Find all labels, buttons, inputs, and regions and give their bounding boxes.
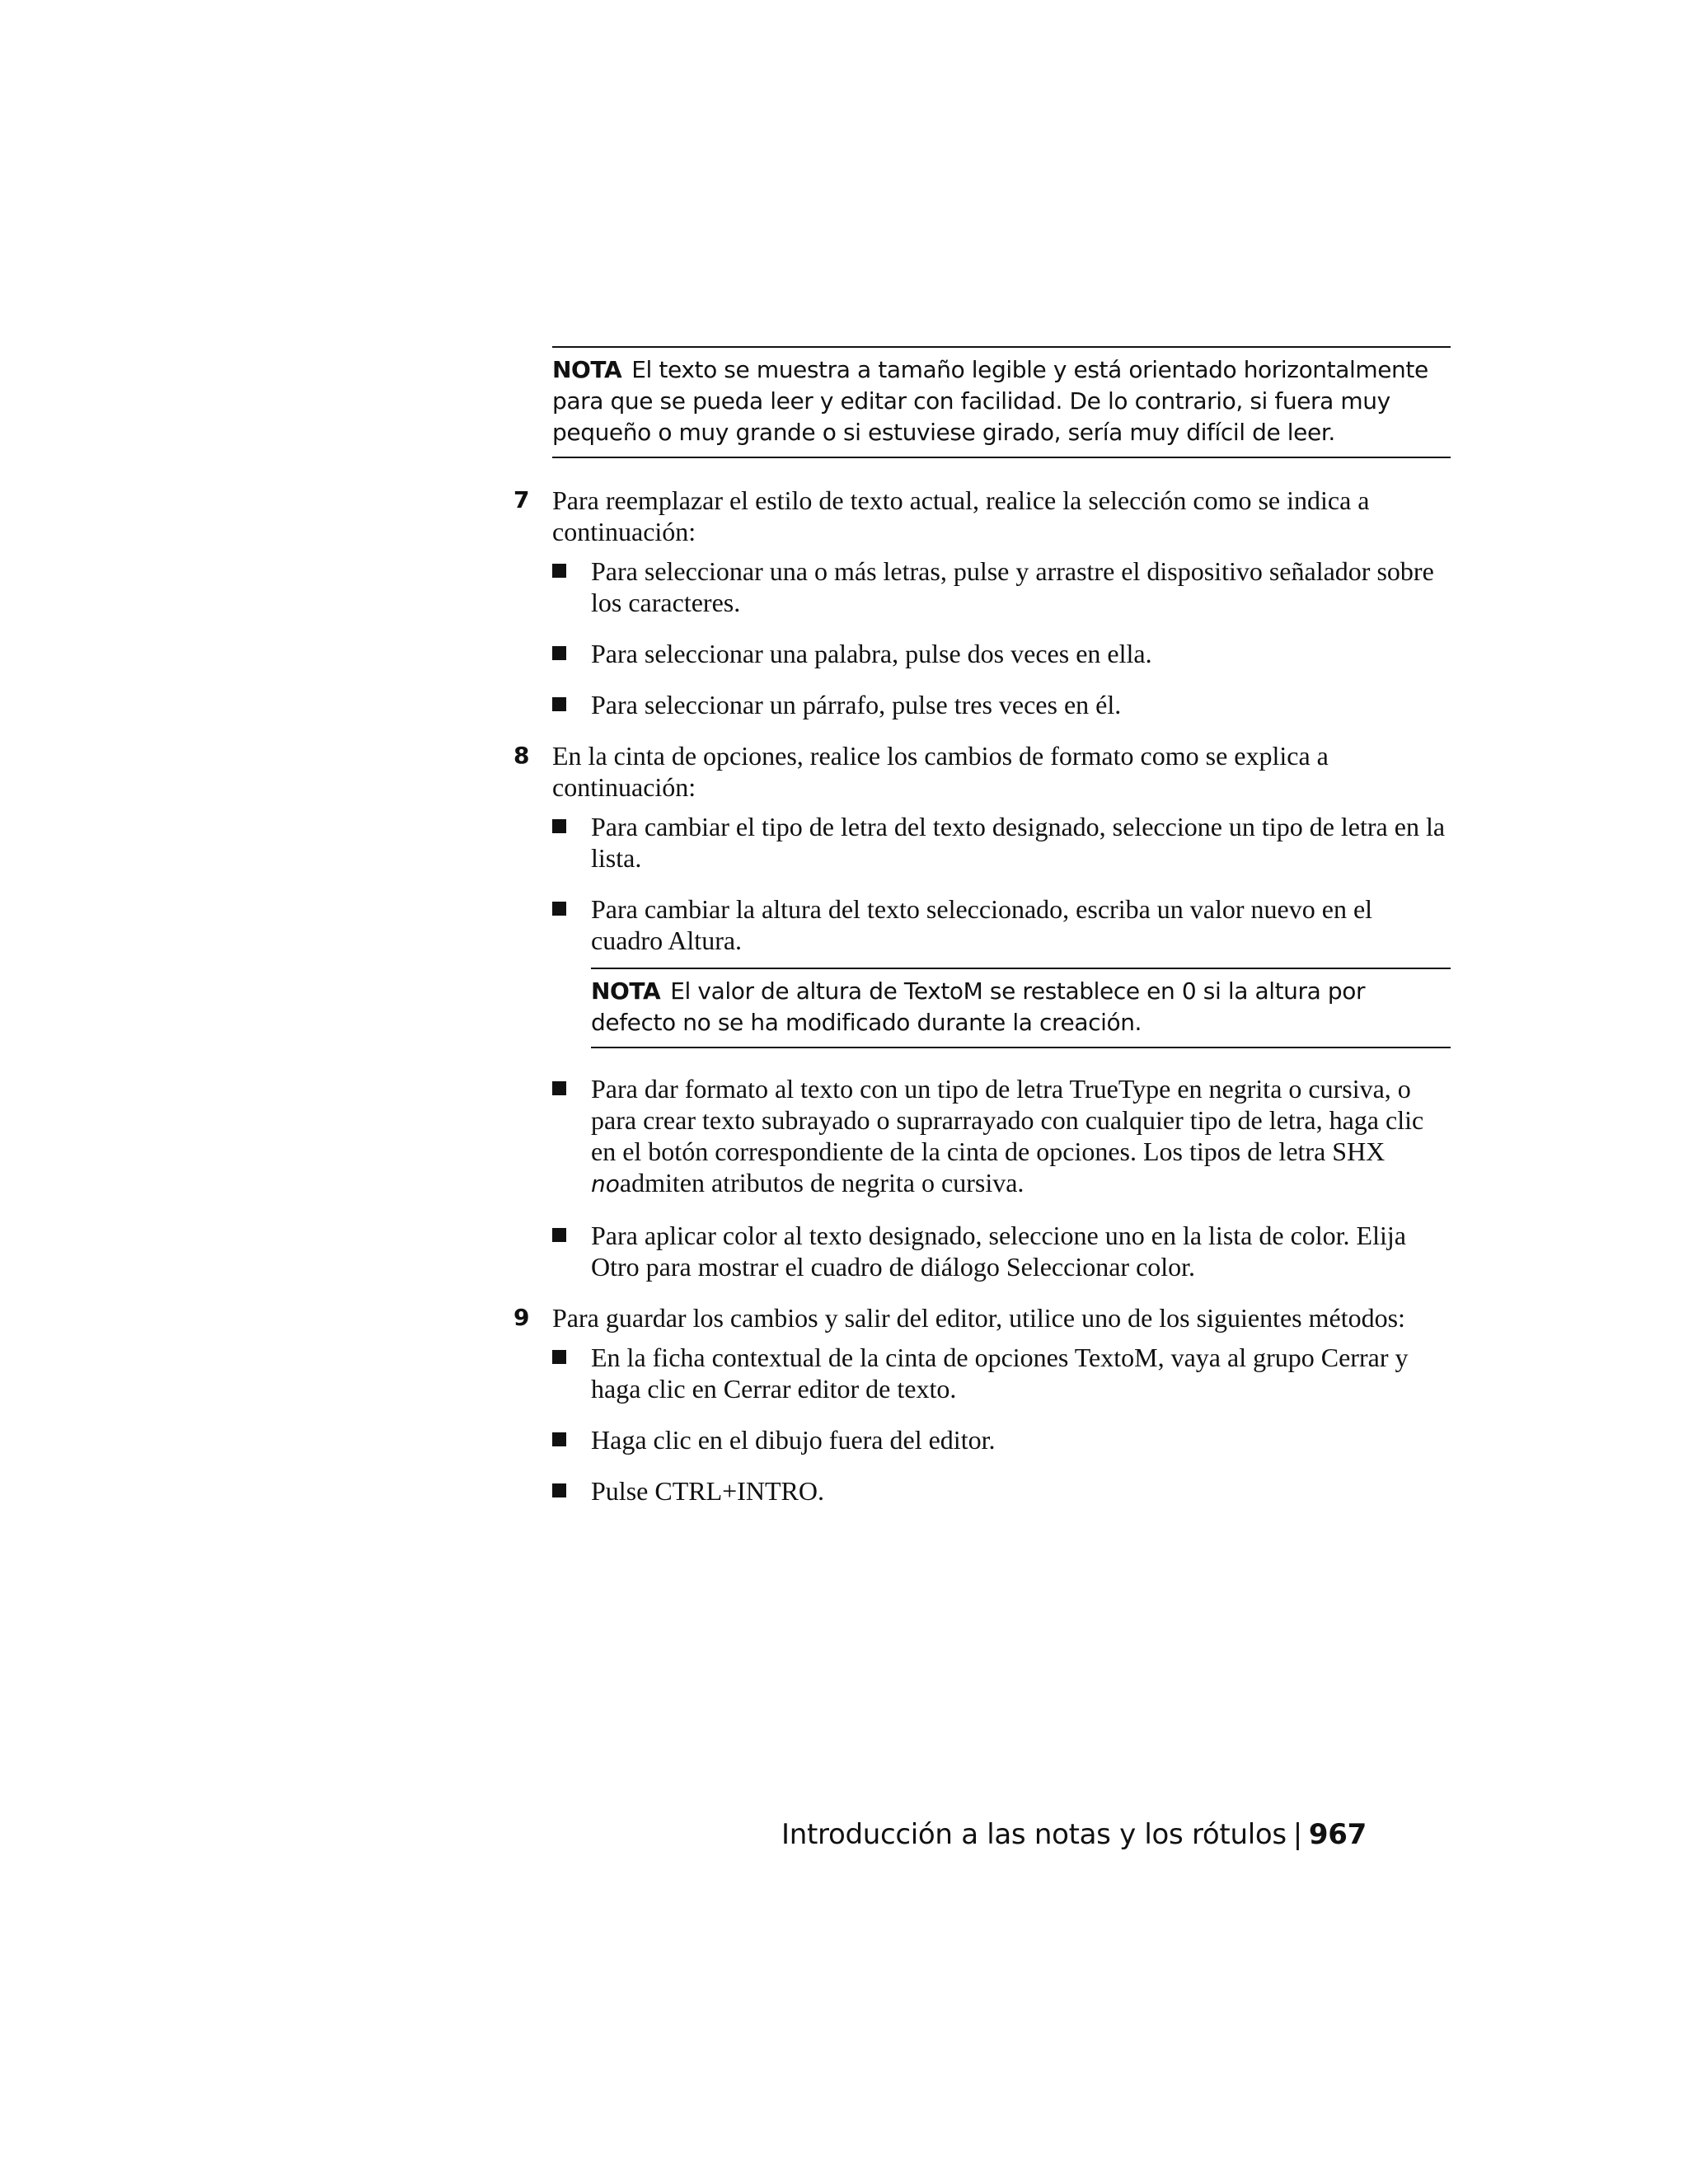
bullet-text: Pulse CTRL+INTRO. [591, 1476, 824, 1506]
list-item [552, 689, 1451, 720]
step-text: Para guardar los cambios y salir del editor, utilice uno de los siguientes métodos: [552, 1303, 1405, 1333]
bullet-square-icon [552, 697, 566, 711]
bullet-text: Para cambiar la altura del texto seleccionado, escriba un valor nuevo en el cuadro Altura. [591, 894, 1373, 955]
bullet-square-icon [552, 646, 566, 660]
bullet-text-rest: admiten atributos de negrita o cursiva. [619, 1168, 1025, 1197]
page-content [513, 346, 1451, 1526]
note-label: NOTA [591, 977, 661, 1005]
bullet-text: Para aplicar color al texto designado, seleccione uno en la lista de color. Elija Otro para mostrar el cuadro de diálogo Seleccionar color. [591, 1221, 1406, 1282]
step-9 [513, 1302, 1451, 1507]
list-item [552, 555, 1451, 618]
bullet-square-icon [552, 1432, 566, 1446]
bullet-text: Para seleccionar un párrafo, pulse tres veces en él. [591, 690, 1122, 719]
step-7 [513, 485, 1451, 720]
list-item [552, 893, 1451, 956]
bullet-square-icon [552, 1483, 566, 1497]
bullet-text: Para seleccionar una o más letras, pulse y arrastre el dispositivo señalador sobre los caracteres. [591, 556, 1434, 617]
page-number: 967 [1308, 1818, 1367, 1851]
bullet-text: Para cambiar el tipo de letra del texto designado, seleccione un tipo de letra en la lista. [591, 812, 1446, 873]
step-text: Para reemplazar el estilo de texto actual, realice la selección como se indica a continuación: [552, 485, 1370, 546]
bullet-square-icon [552, 902, 566, 916]
footer-title: Introducción a las notas y los rótulos [781, 1818, 1287, 1851]
list-item [552, 811, 1451, 874]
bullet-emphasis: no [591, 1170, 620, 1197]
note-box [552, 346, 1451, 458]
note-box [591, 968, 1451, 1048]
bullet-list [552, 1342, 1451, 1507]
bullet-text: Para dar formato al texto con un tipo de letra TrueType en negrita o cursiva, o para crear texto subrayado o suprarrayado con cualquier tipo de letra, haga clic en el botón correspondiente de la cinta de opciones. Los tipos de letra SHX [591, 1074, 1424, 1166]
note-text: El texto se muestra a tamaño legible y está orientado horizontalmente para que se pueda leer y editar con facilidad. De lo contrario, si fuera muy pequeño o muy grande o si estuviese girado, sería muy difícil de leer. [552, 356, 1428, 446]
note-text: El valor de altura de TextoM se restablece en 0 si la altura por defecto no se ha modificado durante la creación. [591, 977, 1366, 1036]
bullet-text: Para seleccionar una palabra, pulse dos veces en ella. [591, 639, 1152, 668]
bullet-list [552, 1073, 1451, 1282]
list-item [552, 1475, 1451, 1507]
bullet-square-icon [552, 1350, 566, 1364]
bullet-square-icon [552, 1081, 566, 1095]
footer-separator: | [1292, 1818, 1302, 1851]
list-item [552, 1424, 1451, 1455]
page-footer [781, 1818, 1367, 1851]
bullet-text: En la ficha contextual de la cinta de opciones TextoM, vaya al grupo Cerrar y haga clic en Cerrar editor de texto. [591, 1343, 1409, 1404]
step-number: 9 [513, 1304, 530, 1331]
bullet-square-icon [552, 1228, 566, 1242]
list-item [552, 1220, 1451, 1282]
step-text: En la cinta de opciones, realice los cambios de formato como se explica a continuación: [552, 741, 1329, 802]
note-label: NOTA [552, 356, 622, 383]
bullet-list [552, 811, 1451, 956]
step-8 [513, 740, 1451, 1282]
step-number: 8 [513, 742, 530, 769]
bullet-square-icon [552, 564, 566, 578]
step-number: 7 [513, 486, 530, 513]
bullet-list [552, 555, 1451, 720]
list-item [552, 1342, 1451, 1404]
bullet-square-icon [552, 819, 566, 833]
list-item [552, 638, 1451, 669]
list-item [552, 1073, 1451, 1200]
bullet-text: Haga clic en el dibujo fuera del editor. [591, 1425, 996, 1455]
